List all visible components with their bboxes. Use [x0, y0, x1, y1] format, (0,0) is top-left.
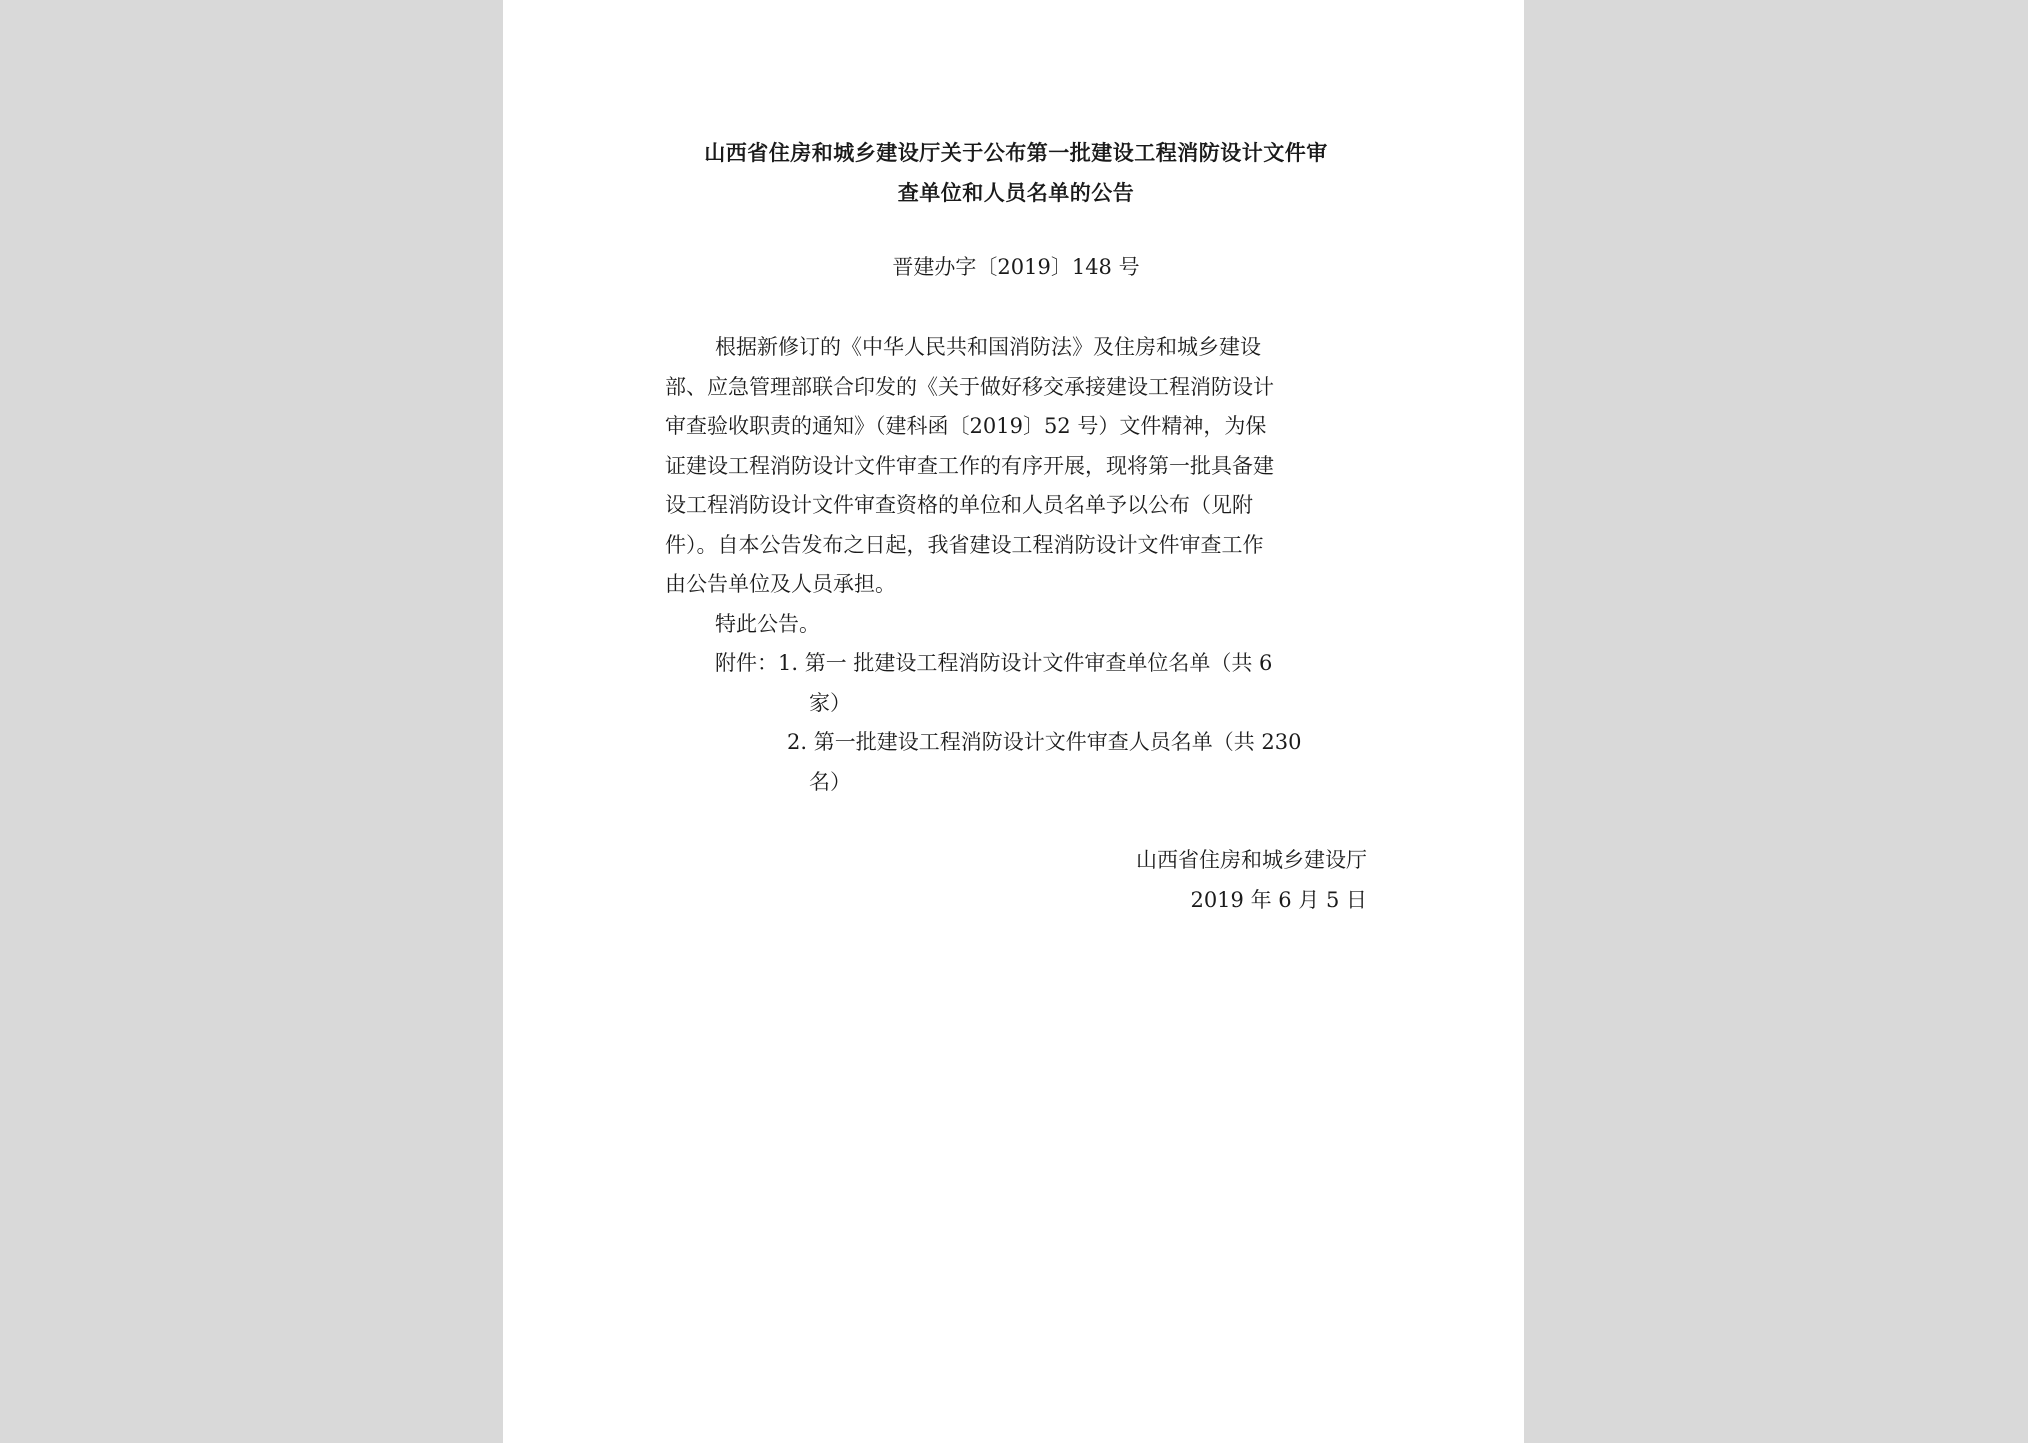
title-line-1: 山西省住房和城乡建设厅关于公布第一批建设工程消防设计文件审 [704, 140, 1328, 165]
attachment-1-line-1: 附件：1. 第一 批建设工程消防设计文件审查单位名单（共 6 [715, 651, 1273, 675]
document-number: 晋建办字〔2019〕148 号 [892, 255, 1140, 279]
document-body [665, 328, 1367, 802]
body-line: 设工程消防设计文件审查资格的单位和人员名单予以公布（见附 [665, 493, 1253, 517]
document-title [665, 133, 1367, 213]
body-line: 根据新修订的《中华人民共和国消防法》及住房和城乡建设 [715, 335, 1261, 359]
body-line: 部、应急管理部联合印发的《关于做好移交承接建设工程消防设计 [665, 374, 1274, 399]
body-line: 证建设工程消防设计文件审查工作的有序开展，现将第一批具备建 [665, 453, 1274, 478]
attachment-1-line-2: 家） [809, 690, 851, 715]
body-line: 由公告单位及人员承担。 [665, 572, 896, 596]
title-line-2: 查单位和人员名单的公告 [897, 180, 1135, 205]
body-line: 审查验收职责的通知》（建科函〔2019〕52 号）文件精神，为保 [665, 414, 1267, 438]
closing-line: 特此公告。 [715, 611, 820, 636]
signature-block [665, 840, 1367, 920]
issue-date: 2019 年 6 月 5 日 [1190, 888, 1367, 912]
issuer-name: 山西省住房和城乡建设厅 [1136, 848, 1367, 872]
attachment-2-line-2: 名） [809, 769, 851, 794]
document-page [503, 0, 1524, 1443]
body-line: 件）。自本公告发布之日起，我省建设工程消防设计文件审查工作 [665, 532, 1264, 557]
attachment-2-line-1: 2. 第一批建设工程消防设计文件审查人员名单（共 230 [787, 730, 1302, 754]
